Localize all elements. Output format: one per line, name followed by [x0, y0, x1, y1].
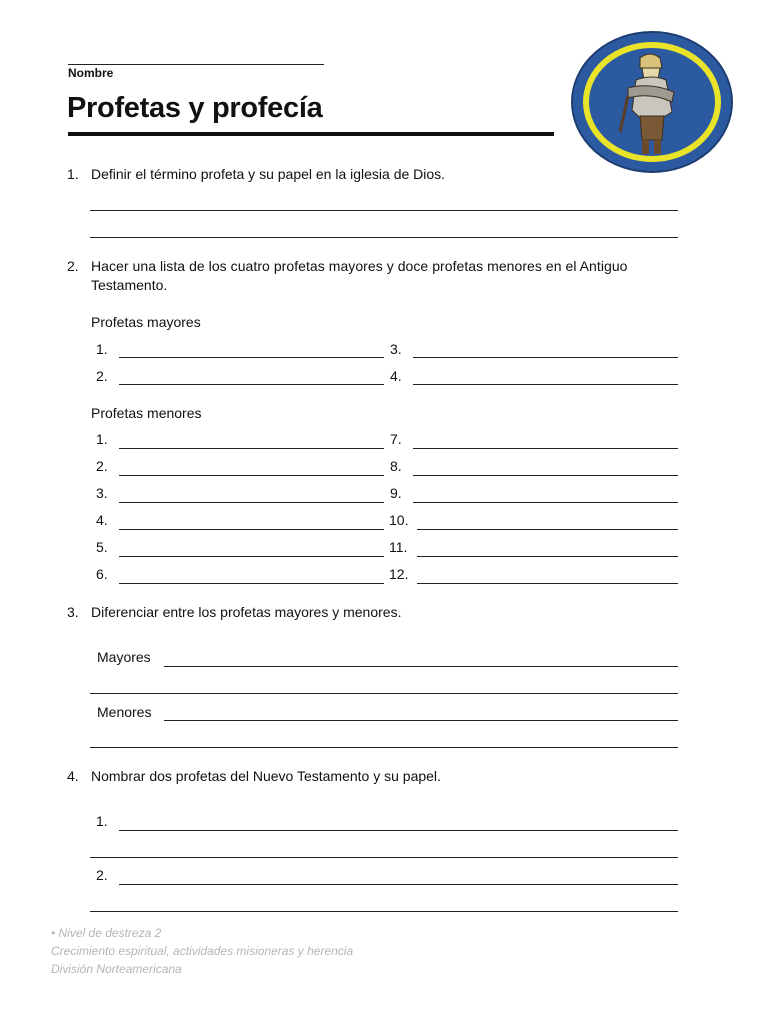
major-answer-line[interactable]: [413, 384, 678, 385]
minor-item-number: 8.: [390, 458, 402, 474]
minor-answer-line[interactable]: [119, 556, 384, 557]
minor-answer-line[interactable]: [417, 529, 678, 530]
minor-item-number: 2.: [96, 458, 108, 474]
q2-number: 2.: [67, 258, 79, 274]
q4-answer-line[interactable]: [90, 857, 678, 858]
minor-answer-line[interactable]: [417, 583, 678, 584]
minor-item-number: 9.: [390, 485, 402, 501]
q3-menores-line[interactable]: [164, 720, 678, 721]
footer-line-3: División Norteamericana: [51, 962, 182, 976]
major-answer-line[interactable]: [119, 357, 384, 358]
q4-text: Nombrar dos profetas del Nuevo Testamento y su papel.: [91, 768, 441, 784]
name-line: [68, 64, 324, 65]
q3-mayores-line[interactable]: [164, 666, 678, 667]
q1-answer-line-2[interactable]: [90, 237, 678, 238]
minor-item-number: 3.: [96, 485, 108, 501]
footer-line-1: • Nivel de destreza 2: [51, 926, 162, 940]
title-underline: [68, 132, 554, 136]
q4-number: 4.: [67, 768, 79, 784]
major-answer-line[interactable]: [413, 357, 678, 358]
major-item-number: 1.: [96, 341, 108, 357]
major-item-number: 2.: [96, 368, 108, 384]
q4-item-number: 2.: [96, 867, 108, 883]
q4-answer-line[interactable]: [90, 911, 678, 912]
minor-answer-line[interactable]: [417, 556, 678, 557]
q1-answer-line-1[interactable]: [90, 210, 678, 211]
q3-menores-label: Menores: [97, 704, 152, 720]
minor-item-number: 4.: [96, 512, 108, 528]
minor-item-number: 1.: [96, 431, 108, 447]
q3-text: Diferenciar entre los profetas mayores y menores.: [91, 604, 402, 620]
minor-item-number: 6.: [96, 566, 108, 582]
footer-line-2: Crecimiento espiritual, actividades misioneras y herencia: [51, 944, 354, 958]
minor-answer-line[interactable]: [119, 475, 384, 476]
minor-answer-line[interactable]: [119, 502, 384, 503]
minor-item-number: 11.: [389, 539, 408, 555]
page-title: Profetas y profecía: [67, 92, 323, 124]
minor-item-number: 5.: [96, 539, 108, 555]
minor-answer-line[interactable]: [119, 448, 384, 449]
minor-answer-line[interactable]: [413, 448, 678, 449]
minor-item-number: 12.: [389, 566, 409, 582]
q2-text-line-2: Testamento.: [91, 277, 168, 293]
q3-mayores-label: Mayores: [97, 649, 151, 665]
honor-badge: [570, 30, 734, 174]
q3-number: 3.: [67, 604, 79, 620]
minor-item-number: 10.: [389, 512, 409, 528]
minor-item-number: 7.: [390, 431, 402, 447]
q1-number: 1.: [67, 166, 79, 182]
q4-item-number: 1.: [96, 813, 108, 829]
minor-prophets-label: Profetas menores: [91, 405, 202, 421]
major-prophets-label: Profetas mayores: [91, 314, 201, 330]
minor-answer-line[interactable]: [119, 583, 384, 584]
q4-answer-line[interactable]: [119, 884, 678, 885]
major-item-number: 3.: [390, 341, 402, 357]
q2-text-line-1: Hacer una lista de los cuatro profetas mayores y doce profetas menores en el Antiguo: [91, 258, 628, 274]
major-item-number: 4.: [390, 368, 402, 384]
name-label: Nombre: [68, 66, 114, 80]
q1-text: Definir el término profeta y su papel en la iglesia de Dios.: [91, 166, 446, 182]
minor-answer-line[interactable]: [119, 529, 384, 530]
q4-answer-line[interactable]: [119, 830, 678, 831]
q3-mayores-line-2[interactable]: [90, 693, 678, 694]
major-answer-line[interactable]: [119, 384, 384, 385]
minor-answer-line[interactable]: [413, 502, 678, 503]
q3-menores-line-2[interactable]: [90, 747, 678, 748]
minor-answer-line[interactable]: [413, 475, 678, 476]
